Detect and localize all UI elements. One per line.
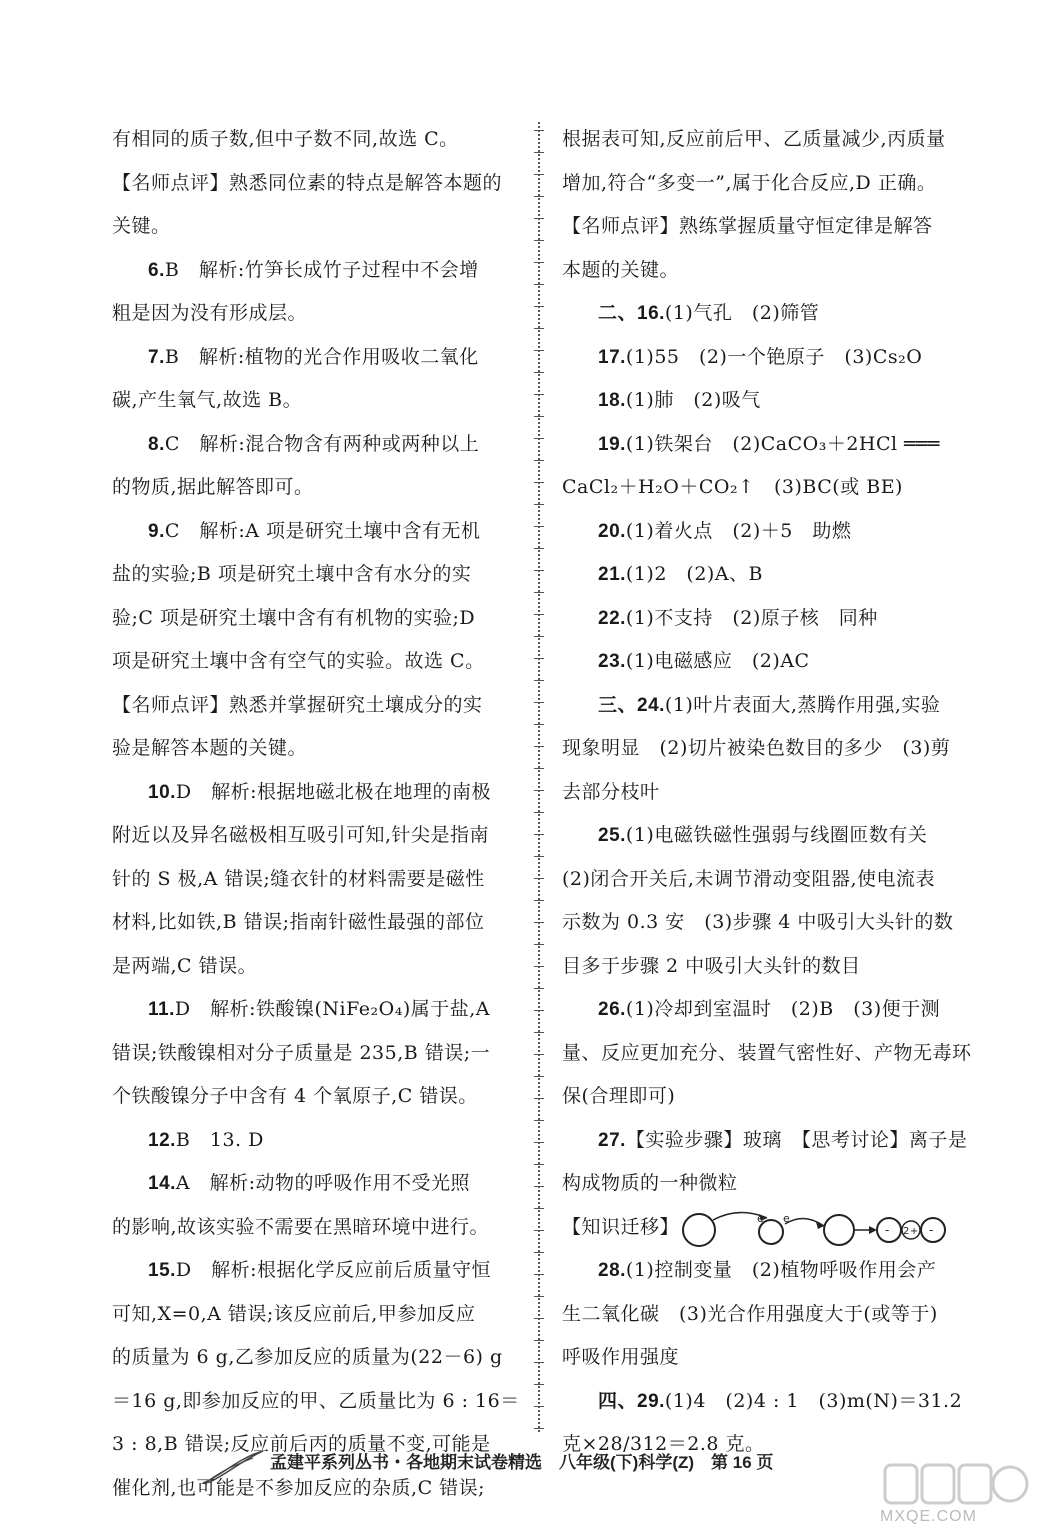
- watermark-text: MXQE.COM: [880, 1508, 977, 1525]
- charge-label: 2+: [903, 1225, 919, 1237]
- text-line: [112, 945, 522, 989]
- line-text: 项是研究土壤中含有空气的实验。故选 C。: [112, 650, 485, 672]
- divider-tick: [534, 746, 544, 747]
- divider-tick: [534, 1406, 544, 1407]
- divider-tick: [534, 1098, 544, 1099]
- text-line: [112, 1162, 522, 1206]
- question-number: 四、29.: [598, 1390, 665, 1412]
- question-number: 26.: [598, 999, 626, 1020]
- line-text: (1)铁架台 (2)CaCO₃＋2HCl ═══: [625, 432, 940, 455]
- text-line: [112, 901, 522, 945]
- text-line: [562, 1162, 980, 1206]
- line-text: 有相同的质子数,但中子数不同,故选 C。: [112, 128, 459, 150]
- line-text: 示数为 0.3 安 (3)步骤 4 中吸引大头针的数: [562, 911, 954, 933]
- text-line: [562, 1119, 980, 1163]
- line-text: (2)闭合开关后,未调节滑动变阻器,使电流表: [562, 867, 935, 890]
- divider-tick: [534, 526, 544, 527]
- divider-tick: [534, 262, 544, 263]
- text-line: [562, 814, 980, 858]
- left-column: [112, 118, 522, 1510]
- line-text: 去部分枝叶: [562, 780, 660, 803]
- divider-tick: [534, 394, 544, 395]
- line-text: 【实验步骤】玻璃 【思考讨论】离子是: [625, 1128, 968, 1151]
- divider-tick: [534, 944, 544, 945]
- line-text: 【知识迁移】: [562, 1215, 680, 1238]
- line-text: 针的 S 极,A 错误;缝衣针的材料需要是磁性: [112, 867, 485, 890]
- text-line: [112, 118, 522, 162]
- divider-tick: [534, 1032, 544, 1033]
- line-text: 【名师点评】熟悉并掌握研究土壤成分的实: [112, 693, 483, 716]
- line-text: (1)2 (2)A、B: [625, 563, 764, 585]
- text-line: [562, 1293, 980, 1337]
- question-number: 9.: [148, 520, 165, 542]
- line-text: 量、反应更加充分、装置气密性好、产物无毒环: [562, 1041, 972, 1064]
- line-text: (1)电磁感应 (2)AC: [625, 650, 810, 672]
- text-line: [562, 945, 980, 989]
- line-text: (1)冷却到室温时 (2)B (3)便于测: [625, 998, 941, 1020]
- text-line: [562, 118, 980, 162]
- question-number: 10.: [148, 781, 176, 803]
- text-line: [112, 1206, 522, 1250]
- text-line: [112, 162, 522, 206]
- divider-tick: [534, 350, 544, 351]
- divider-tick: [534, 130, 544, 131]
- text-line: [562, 640, 980, 684]
- text-line: [112, 771, 522, 815]
- text-line: [112, 336, 522, 380]
- divider-tick: [534, 1142, 544, 1143]
- divider-tick: [534, 218, 544, 219]
- line-text: 盐的实验;B 项是研究土壤中含有水分的实: [112, 563, 472, 585]
- line-text: 3 : 8,B 错误;反应前后丙的质量不变,可能是: [112, 1433, 491, 1455]
- question-number: 12.: [148, 1129, 176, 1151]
- line-text: ＝16 g,即参加反应的甲、乙质量比为 6 : 16＝: [112, 1389, 520, 1412]
- question-number: 18.: [598, 390, 626, 411]
- text-line: [112, 205, 522, 249]
- minus-label: -: [929, 1222, 934, 1237]
- text-line: [562, 684, 980, 728]
- question-number: 14.: [148, 1173, 176, 1194]
- divider-tick: [534, 240, 544, 241]
- divider-tick: [534, 1252, 544, 1253]
- line-text: B 解析:竹笋长成竹子过程中不会增: [164, 258, 479, 281]
- text-line: [562, 1380, 980, 1424]
- line-text: 现象明显 (2)切片被染色数目的多少 (3)剪: [562, 737, 951, 759]
- text-line: [562, 727, 980, 771]
- question-number: 17.: [598, 346, 626, 368]
- text-line: [112, 597, 522, 641]
- text-line: [562, 336, 980, 380]
- line-text: 是两端,C 错误。: [112, 954, 258, 977]
- divider-tick: [534, 636, 544, 637]
- question-number: 19.: [598, 433, 626, 455]
- text-line: [112, 988, 522, 1032]
- line-text: (1)叶片表面大,蒸腾作用强,实验: [664, 693, 941, 716]
- text-line: [562, 1249, 980, 1293]
- text-line: [562, 597, 980, 641]
- divider-tick: [534, 922, 544, 923]
- divider-tick: [534, 702, 544, 703]
- line-text: 【名师点评】熟练掌握质量守恒定律是解答: [562, 215, 933, 237]
- text-line: [562, 553, 980, 597]
- question-number: 6.: [148, 259, 165, 281]
- divider-tick: [534, 1164, 544, 1165]
- line-text: 可知,X=0,A 错误;该反应前后,甲参加反应: [112, 1302, 476, 1325]
- text-line: [562, 901, 980, 945]
- question-number: 11.: [148, 999, 175, 1020]
- text-line: [112, 423, 522, 467]
- line-text: 错误;铁酸镍相对分子质量是 235,B 错误;一: [112, 1041, 491, 1064]
- question-number: 27.: [598, 1129, 626, 1151]
- divider-tick: [534, 306, 544, 307]
- line-text: (1)控制变量 (2)植物呼吸作用会产: [625, 1259, 937, 1281]
- text-line: [562, 423, 980, 467]
- line-text: (1)4 (2)4 : 1 (3)m(N)＝31.2: [664, 1389, 963, 1412]
- line-text: (1)电磁铁磁性强弱与线圈匝数有关: [625, 824, 928, 846]
- line-text: 的物质,据此解答即可。: [112, 476, 314, 498]
- text-line: [562, 162, 980, 206]
- question-number: 28.: [598, 1260, 626, 1281]
- text-line: [112, 727, 522, 771]
- line-text: C 解析:混合物含有两种或两种以上: [164, 432, 480, 455]
- text-line: [112, 1119, 522, 1163]
- text-line: [112, 1032, 522, 1076]
- line-text: 验;C 项是研究土壤中含有有机物的实验;D: [112, 606, 476, 629]
- question-number: 三、24.: [598, 694, 665, 716]
- line-text: 本题的关键。: [562, 258, 680, 281]
- line-text: 催化剂,也可能是不参加反应的杂质,C 错误;: [112, 1476, 486, 1499]
- text-line: [562, 771, 980, 815]
- divider-tick: [534, 1296, 544, 1297]
- divider-tick: [534, 1120, 544, 1121]
- divider-tick: [534, 680, 544, 681]
- divider-tick: [534, 416, 544, 417]
- text-line: [112, 249, 522, 293]
- divider-tick: [534, 460, 544, 461]
- divider-tick: [534, 614, 544, 615]
- divider-tick: [534, 1384, 544, 1385]
- divider-tick: [534, 1362, 544, 1363]
- divider-tick: [534, 856, 544, 857]
- line-text: 根据表可知,反应前后甲、乙质量减少,丙质量: [562, 128, 946, 150]
- line-text: B 解析:植物的光合作用吸收二氧化: [164, 345, 479, 368]
- divider-tick: [534, 1010, 544, 1011]
- line-text: (1)肺 (2)吸气: [625, 389, 761, 411]
- minus-label: -: [885, 1222, 890, 1237]
- text-line: [112, 510, 522, 554]
- divider-tick: [534, 592, 544, 593]
- divider-tick: [534, 1208, 544, 1209]
- divider-tick: [534, 1318, 544, 1319]
- question-number: 20.: [598, 520, 626, 542]
- divider-tick: [534, 1340, 544, 1341]
- text-line: [562, 205, 980, 249]
- electron-label: e: [783, 1211, 791, 1225]
- divider-tick: [534, 1230, 544, 1231]
- text-line: [112, 858, 522, 902]
- text-line: [112, 814, 522, 858]
- divider-tick: [534, 548, 544, 549]
- line-text: 保(合理即可): [562, 1085, 676, 1107]
- text-line: [112, 553, 522, 597]
- text-line: [562, 988, 980, 1032]
- ion-transfer-diagram: [679, 1208, 949, 1248]
- divider-tick: [534, 658, 544, 659]
- text-line: [562, 292, 980, 336]
- question-number: 7.: [148, 346, 165, 368]
- line-text: (1)55 (2)一个铯原子 (3)Cs₂O: [625, 345, 923, 368]
- line-text: 【名师点评】熟悉同位素的特点是解答本题的: [112, 171, 503, 194]
- text-line: [562, 1075, 980, 1119]
- text-line: [562, 249, 980, 293]
- text-line: [112, 379, 522, 423]
- divider-tick: [534, 878, 544, 879]
- divider-tick: [534, 988, 544, 989]
- text-line: [112, 640, 522, 684]
- divider-tick: [534, 724, 544, 725]
- divider-tick: [534, 174, 544, 175]
- divider-tick: [534, 1428, 544, 1429]
- line-text: 的质量为 6 g,乙参加反应的质量为(22－6) g: [112, 1346, 503, 1368]
- text-line: [562, 1032, 980, 1076]
- text-line: [112, 684, 522, 728]
- line-text: A 解析:动物的呼吸作用不受光照: [175, 1172, 471, 1194]
- line-text: (1)气孔 (2)筛管: [664, 302, 820, 324]
- line-text: C 解析:A 项是研究土壤中含有无机: [164, 519, 481, 542]
- divider-tick: [534, 900, 544, 901]
- line-text: 材料,比如铁,B 错误;指南针磁性最强的部位: [112, 911, 485, 933]
- line-text: 碳,产生氧气,故选 B。: [112, 389, 303, 411]
- text-line: [562, 858, 980, 902]
- line-text: 的影响,故该实验不需要在黑暗环境中进行。: [112, 1215, 490, 1238]
- question-number: 二、16.: [598, 303, 665, 324]
- right-column: [562, 118, 980, 1467]
- text-line: [562, 466, 980, 510]
- text-line: [562, 1206, 980, 1250]
- divider-tick: [534, 438, 544, 439]
- column-divider: [538, 122, 540, 1432]
- text-line: [112, 466, 522, 510]
- text-line: [112, 1075, 522, 1119]
- text-line: [562, 1336, 980, 1380]
- divider-tick: [534, 570, 544, 571]
- line-text: 附近以及异名磁极相互吸引可知,针尖是指南: [112, 824, 490, 846]
- line-text: 个铁酸镍分子中含有 4 个氧原子,C 错误。: [112, 1085, 478, 1107]
- divider-tick: [534, 196, 544, 197]
- text-line: [112, 1249, 522, 1293]
- line-text: D 解析:根据地磁北极在地理的南极: [175, 780, 492, 803]
- text-line: [112, 1380, 522, 1424]
- line-text: 增加,符合“多变一”,属于化合反应,D 正确。: [562, 171, 937, 194]
- line-text: D 解析:铁酸镍(NiFe₂O₄)属于盐,A: [174, 998, 490, 1020]
- divider-tick: [534, 1186, 544, 1187]
- feather-logo-icon: [198, 1448, 268, 1488]
- line-text: (1)不支持 (2)原子核 同种: [625, 606, 878, 629]
- text-line: [562, 379, 980, 423]
- divider-tick: [534, 504, 544, 505]
- line-text: CaCl₂＋H₂O＋CO₂↑ (3)BC(或 BE): [562, 476, 903, 498]
- text-line: [562, 510, 980, 554]
- question-number: 21.: [598, 564, 626, 585]
- divider-tick: [534, 1076, 544, 1077]
- text-line: [112, 292, 522, 336]
- divider-tick: [534, 812, 544, 813]
- divider-tick: [534, 834, 544, 835]
- question-number: 25.: [598, 825, 626, 846]
- page-footer: 孟建平系列丛书・各地期末试卷精选 八年级(下)科学(Z) 第 16 页: [270, 1453, 774, 1472]
- text-line: [112, 1336, 522, 1380]
- divider-tick: [534, 966, 544, 967]
- line-text: D 解析:根据化学反应前后质量守恒: [175, 1259, 492, 1281]
- line-text: 呼吸作用强度: [562, 1346, 680, 1368]
- electron-label: e: [757, 1211, 765, 1225]
- question-number: 23.: [598, 651, 626, 672]
- question-number: 22.: [598, 607, 626, 629]
- line-text: 粗是因为没有形成层。: [112, 302, 308, 324]
- divider-tick: [534, 152, 544, 153]
- divider-tick: [534, 1274, 544, 1275]
- line-text: 生二氧化碳 (3)光合作用强度大于(或等于): [562, 1302, 938, 1325]
- divider-tick: [534, 482, 544, 483]
- line-text: B 13. D: [175, 1128, 264, 1151]
- line-text: 构成物质的一种微粒: [562, 1172, 738, 1194]
- divider-tick: [534, 790, 544, 791]
- text-line: [112, 1293, 522, 1337]
- divider-tick: [534, 768, 544, 769]
- divider-tick: [534, 372, 544, 373]
- line-text: 验是解答本题的关键。: [112, 737, 308, 759]
- question-number: 8.: [148, 433, 165, 455]
- line-text: (1)着火点 (2)＋5 助燃: [625, 519, 852, 542]
- line-text: 克×28/312＝2.8 克。: [562, 1433, 765, 1455]
- line-text: 关键。: [112, 215, 171, 237]
- divider-tick: [534, 1054, 544, 1055]
- question-number: 15.: [148, 1260, 176, 1281]
- divider-tick: [534, 328, 544, 329]
- line-text: 目多于步骤 2 中吸引大头针的数目: [562, 954, 861, 977]
- divider-tick: [534, 284, 544, 285]
